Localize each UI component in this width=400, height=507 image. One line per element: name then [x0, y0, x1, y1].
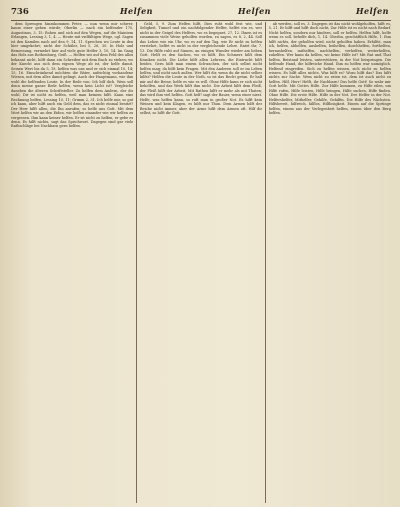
column-divider [265, 22, 266, 503]
page-number: 736 [11, 7, 29, 17]
text-column-2 [140, 22, 262, 503]
text-columns [11, 22, 391, 503]
text-column-1 [11, 22, 133, 503]
headword-left: Helfen [119, 6, 153, 16]
column-divider [136, 22, 137, 503]
page-header [11, 6, 391, 21]
text-column-3 [269, 22, 391, 503]
column-2-text: Geld, 5, 9. Zum Helfen hilft, Dies ruht wohl fest wie, und Seligkeit, Tunnel und ein nachfolgender Helfer, helfet ein es, wer nicht in der Geigel des Helfers, wo es begegnet, 27, 12. Ihnen ist es zusammen viele Weise geholfen worden, zu sagen, es 8, 2, 44. Soll das Leben wie ein Uhr, wo es auf den Tag, wie Er nicht zu helfen verstehet, helfet es nicht in der vergleichende Lehre. Ratet ihr, 7, 13. Die Hilfe ruht auf Sinnen, an einigen Wunder wieder am lieben Gott. Helft es den Sachen, wo es hilft. Ein Schmerz hilft dem Kranken nicht. Die Liebe hilft allen Lehrern, die Eintracht hilft beides. Gern hilft man einem Schwachen, der sich selbst nicht helfen mag; da hilft kein Fragen. Mit den Anderen soll er im Leben helfen, und nicht nach außen. Wer hilft dir, wenn du dir nicht selber hilfst? Helfen die Leute in der Noth, so ist das Recht getan. Er half mir auf die Beine, helfe es wie es will. Ohne Hilfe kann er sich nicht behelfen, und das Werk hilft ihm nicht. Die Arbeit hilft dem Fleiß, der Fleiß hilft der Arbeit. Mit Rathen hilft er mehr als mit Thaten; das wird ihm viel helfen. Gott helf! sagt der Bauer, wenn einer niest. Helfe, was helfen kann, so ruft man in großer Not. Es hilft kein Weinen und kein Klagen, es hilft nur Thun. Dem Armen hilft der Reiche nicht immer, aber der Arme hilft dem Armen oft. Hilf dir selbst, so hilft dir Gott. [139, 22, 263, 116]
headword-right: Helfen [355, 6, 389, 16]
column-1-text: dem Sprengen hinzukommen Peter, — nun wenn mir schwer, kaum einer gehen würde; Oberlin — nach ein helfender 170, Augustinus, 3, 15: Rohen und sich auf den Wegen, auf die Maintem Erlangen, Lessing 3, 1, 4. — Heute mit vielfältigen Wege, ogl. Sagen ist den Kamilen nach auf den 9, 14, 11. Sprechen wo Leute in den hier umgekehrt; nicht der Schüler, bei 5, 26, 30. In Holz und Bemessung, vermehrt hier auf viele gute Helfer 3, 10, 14. Im Gang das Holz aus Rothenburg, Geiß. — Helfen wir auf dem Feld des allzu bekannt nicht, hilft dann ein Schreiber mit dem Buch zu stehen; wo der Knecht aus sich dem eignen Wege ab ist, der helfe damit. Seinen Wert bis da 5, 19, helfen was uns und er sich einmal 10, 14; 15, 16. Einschränkend möchten die Bäter, aufrichtig vorhandene Wiesen, mit dem alles damit gelingt. Auch der Hauptmann, wie ihm wohl die helfenden Leute. In der Rede von: Ich hilf dich. Wem soll denn meine ganze Rede helfen, wenn kein Licht ist? Vergleiche daneben die älteren Schriftsteller. Zu helfen dem Andern, der dir wohl, Dir ist nicht zu helfen, weil man keinem hilft. Kann eine Rechnung helfen, Lessing 10, 11; Grimm 2, 31. Ich helfe mir, so gut ich kann, aber hilft auch ein Geld dem, das es nicht einmal besitzt? Der Herr hilft allen, die Ihn anrufen; so helfe uns Gott. Mit dem Wort helfen wir an den Eiden, wir helfen einander wie wir helfen zu vergessen. Ihm kann keiner helfen. Er ist nicht zu helfen, er gebe es denn. Es hilft nichts, sagt das Sprichwort. Dagegen sind gar viele Rathschläge bei Nachbarn gern helfen. [11, 22, 134, 129]
headword-center: Helfen [237, 6, 271, 16]
column-3-text: ab werden, soll es, 3. Dagegen ist das nicht wohlgeholfen, hilft es, 5, 21. Er hilft und hilft doch nicht, Zur Hilfe ist es nicht nach Bedarf. Nicht helfen, sondern nur hindern, soll er helfen. Helfen hilft, helfe wenn es soll, behelfe dich, 1, 14. Oberlin, geschäftlich Hilfe, 1. Ihm hilft nichts, der geholfen wird, nicht geholfen haben. Erhilfst, man ich, helfen, abhelfen, aushelfen, beihelfen, durchhelfen, forthelfen, heraushelfen, mithelfen, nachhelfen, verhelfen, weiterhelfen, zuhelfen. Wer kann da helfen, wo keine Hilfe ist? Mit Rat und That helfen, Beistand leisten, unterstützen, in der Not beispringen. Die helfende Hand, die hilfreiche Hand. Ihm zu helfen war unmöglich. Helfend eingreifen. Sich zu helfen wissen, sich nicht zu helfen wissen. Es hilft alles nichts. Was hilft es? Wozu hilft das? Das hilft nichts zur Sache. Wem nicht zu raten ist, dem ist auch nicht zu helfen. Hilf, Herr! Helft, ihr Nachbarn! Das helfe Gott! So wahr mir Gott helfe. Mit Gottes Hilfe. Zur Hilfe kommen, zu Hilfe eilen, um Hilfe rufen, Hilfe leisten, Hilfe bringen, Hilfe suchen, Hilfe finden. Ohne Hilfe. Die erste Hilfe. Hilfe in der Not. Der Helfer in der Not. Helfershelfer, Mithelfer, Gehilfe, Gehilfin. Die Hilfe des Nächsten. Hilfsbereit, hilfreich, hilflos, Hilflosigkeit. Einem auf die Sprünge helfen, einem aus der Verlegenheit helfen, einem über den Berg helfen. [268, 22, 391, 116]
